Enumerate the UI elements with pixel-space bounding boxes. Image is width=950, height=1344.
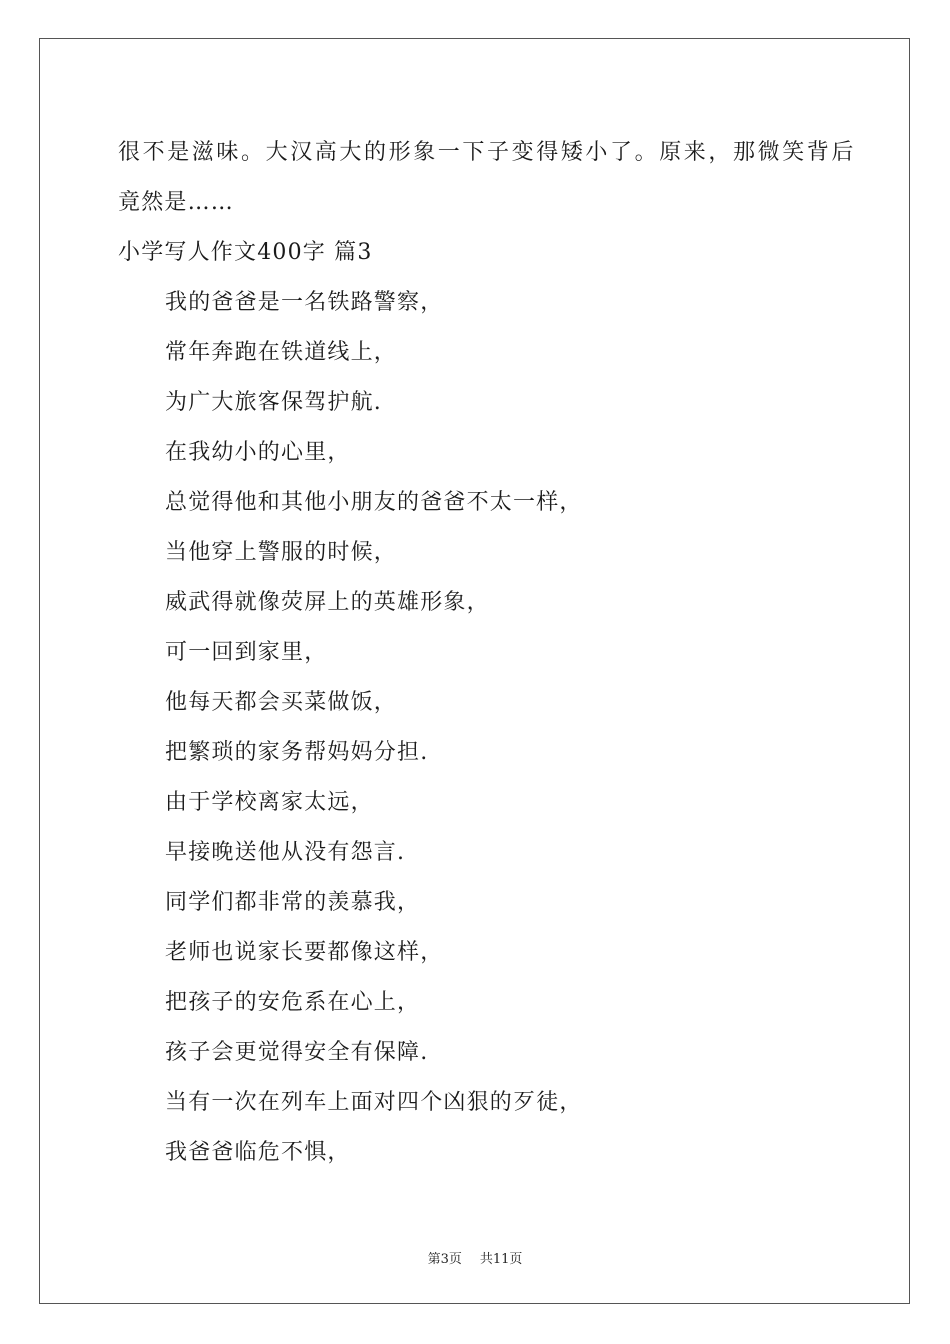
poem-line: 早接晚送他从没有怨言.	[165, 840, 406, 865]
page-total: 共11页	[479, 1252, 523, 1267]
poem-line: 当有一次在列车上面对四个凶狠的歹徒，	[165, 1090, 583, 1115]
poem-line: 老师也说家长要都像这样，	[165, 940, 444, 965]
poem-line: 同学们都非常的羡慕我，	[165, 890, 421, 915]
poem-line: 由于学校离家太远，	[165, 790, 374, 815]
poem-line: 威武得就像荧屏上的英雄形象，	[165, 590, 490, 615]
page-number: 第3页	[427, 1252, 462, 1267]
poem-line: 在我幼小的心里，	[165, 440, 351, 465]
paragraph-line: 竟然是……	[118, 190, 235, 215]
poem-line: 我爸爸临危不惧，	[165, 1140, 351, 1165]
document-body	[118, 128, 857, 1178]
poem-line: 孩子会更觉得安全有保障.	[165, 1040, 429, 1065]
poem-line: 可一回到家里，	[165, 640, 328, 665]
page-footer	[0, 1248, 950, 1267]
poem-line: 常年奔跑在铁道线上，	[165, 340, 398, 365]
poem-line: 把孩子的安危系在心上，	[165, 990, 421, 1015]
poem-line: 当他穿上警服的时候，	[165, 540, 398, 565]
section-heading: 小学写人作文400字 篇3	[118, 240, 373, 265]
paragraph-line: 很不是滋味。大汉高大的形象一下子变得矮小了。原来，那微笑背后	[118, 140, 857, 165]
poem-line: 他每天都会买菜做饭，	[165, 690, 398, 715]
poem-line: 为广大旅客保驾护航.	[165, 390, 382, 415]
poem-line: 我的爸爸是一名铁路警察，	[165, 290, 444, 315]
poem-line: 总觉得他和其他小朋友的爸爸不太一样，	[165, 490, 583, 515]
poem-line: 把繁琐的家务帮妈妈分担.	[165, 740, 429, 765]
